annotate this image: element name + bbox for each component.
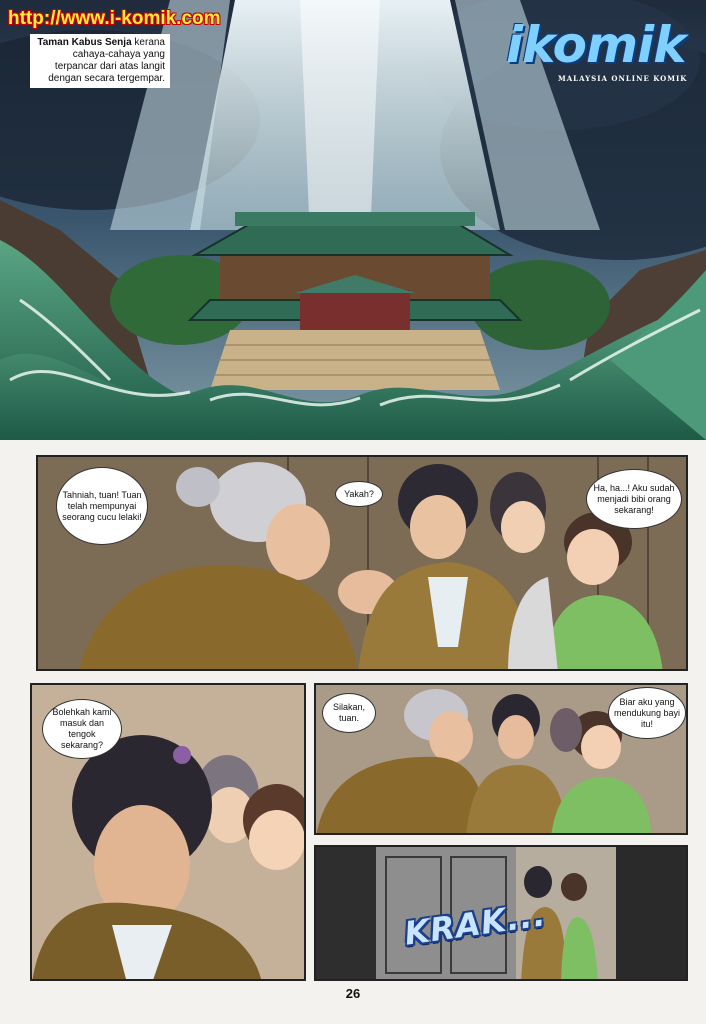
speech-text: Tahniah, tuan! Tuan telah mempunyai seorang cucu lelaki! bbox=[62, 489, 142, 522]
speech-text: Ha, ha...! Aku sudah menjadi bibi orang sekarang! bbox=[593, 482, 675, 515]
speech-bubble-elder bbox=[322, 693, 376, 733]
panel-request bbox=[30, 683, 306, 981]
narration-caption bbox=[30, 34, 170, 88]
sound-effect-krak: KRAK... bbox=[402, 895, 549, 953]
speech-bubble-man bbox=[42, 699, 122, 759]
caption-place-name: Taman Kabus Senja bbox=[37, 37, 132, 48]
speech-bubble-girl bbox=[608, 687, 686, 739]
panel-door-open bbox=[314, 845, 688, 981]
watermark-url: http://www.i-komik.com bbox=[8, 8, 221, 29]
panel-welcome bbox=[314, 683, 688, 835]
panel-congratulation bbox=[36, 455, 688, 671]
ikomik-logo bbox=[506, 16, 696, 92]
speech-bubble-elder bbox=[56, 467, 148, 545]
speech-bubble-man bbox=[335, 481, 383, 507]
logo-wordmark: ikomik bbox=[506, 16, 686, 74]
speech-text: Bolehkah kami masuk dan tengok sekarang? bbox=[52, 707, 112, 750]
page-number: 26 bbox=[345, 986, 361, 1001]
speech-text: Silakan, tuan. bbox=[332, 702, 366, 723]
speech-text: Yakah? bbox=[344, 488, 374, 499]
speech-text: Biar aku yang mendukung bayi itu! bbox=[613, 696, 681, 729]
caption-text: kerana cahaya-cahaya yang terpancar dari atas langit dengan secara tergempar. bbox=[48, 37, 165, 84]
logo-tagline: MALAYSIA ONLINE KOMIK bbox=[558, 74, 688, 83]
speech-bubble-girl bbox=[586, 469, 682, 529]
